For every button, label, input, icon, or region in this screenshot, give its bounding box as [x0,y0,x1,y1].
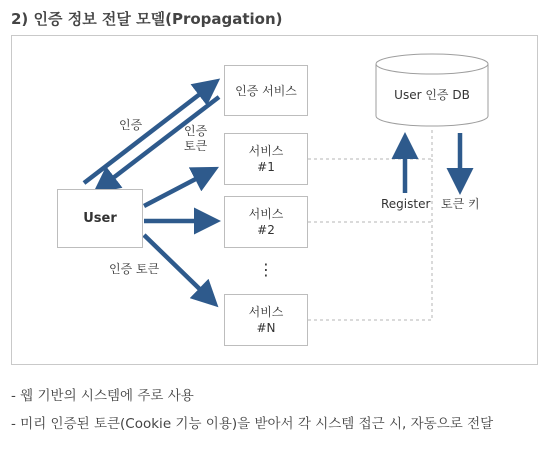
dashed-connectors [308,127,432,320]
service-n-box: 서비스 #N [224,294,308,346]
service-2-box: 서비스 #2 [224,196,308,248]
description-list [11,382,493,438]
ellipsis: ⋮ [258,260,274,279]
bullet-item: - 웹 기반의 시스템에 주로 사용 [11,388,194,404]
dashed-service1-to-db [308,127,432,159]
label-auth-token-return: 인증 토큰 [184,124,208,153]
service-1-box: 서비스 #1 [224,133,308,185]
label-auth-token: 인증 토큰 [109,262,160,276]
user-box [57,189,143,248]
label-register: Register [381,197,431,211]
arrow-to-service-1 [144,171,211,206]
user-label: User [83,210,117,226]
user-db-label: User 인증 DB [394,88,470,102]
dashed-serviceN-to-db [308,159,432,320]
section-heading: 2) 인증 정보 전달 모델(Propagation) [11,10,283,28]
bullet-item: - 미리 인증된 토큰(Cookie 기능 이용)을 받아서 각 시스템 접근 시, 자동으로 전달 [11,416,494,432]
label-auth: 인증 [119,118,143,132]
auth-service-box: 인증 서비스 [224,65,308,116]
label-token-key: 토큰 키 [441,197,480,211]
